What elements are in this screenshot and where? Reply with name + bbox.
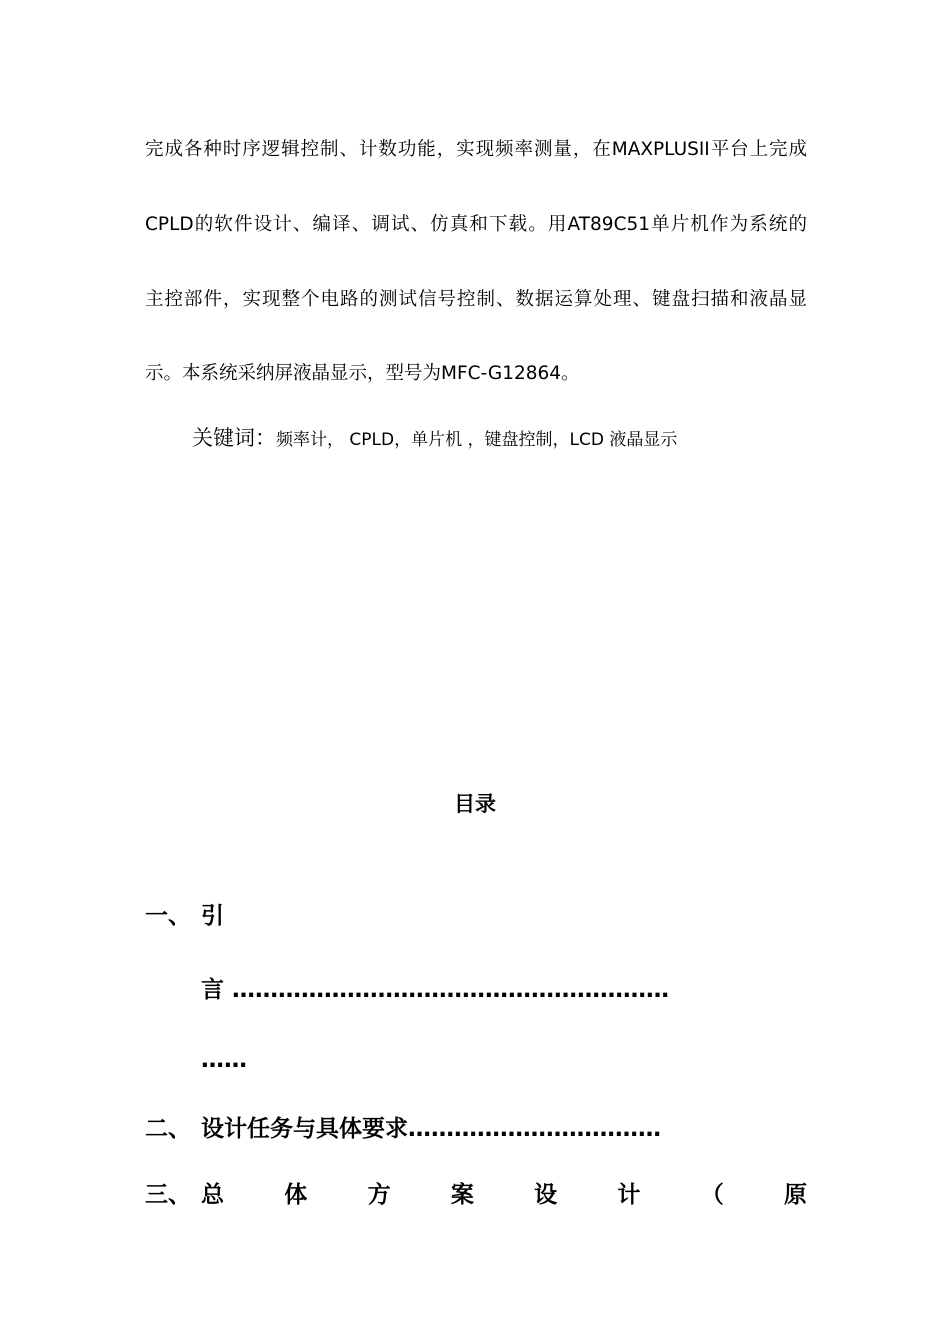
abstract-line-3: 主控部件，实现整个电路的测试信号控制、数据运算处理、键盘扫描和液晶显: [145, 289, 807, 310]
toc-item-3-char: 体: [284, 1182, 308, 1208]
toc-item-1-leader-end: ……: [201, 1047, 247, 1073]
toc-item-3-number: 三、: [145, 1182, 191, 1208]
keywords-label: 关键词：: [192, 426, 276, 450]
toc-item-1-title-start: 引: [201, 903, 224, 929]
toc-item-3-char: 计: [617, 1182, 641, 1208]
abstract-line-4: 示。本系统采纳屏液晶显示，型号为MFC-G12864。: [145, 363, 580, 384]
keywords-value: 频率计， CPLD，单片机 ，键盘控制，LCD 液晶显示: [276, 430, 678, 450]
abstract-line-1: 完成各种时序逻辑控制、计数功能，实现频率测量，在MAXPLUSII平台上完成: [145, 139, 807, 160]
toc-item-3-char: 方: [367, 1182, 391, 1208]
toc-item-3-char: 原: [783, 1182, 807, 1208]
toc-item-3-char: （: [700, 1182, 724, 1208]
toc-title: 目录: [454, 792, 496, 816]
abstract-line-2: CPLD的软件设计、编译、调试、仿真和下载。用AT89C51单片机作为系统的: [145, 214, 807, 235]
toc-item-1-title-leader: 言 …………………………………………………: [201, 977, 670, 1003]
keywords-line: [192, 424, 677, 454]
toc-item-3-char: 设: [534, 1182, 558, 1208]
toc-item-3-title: [201, 1180, 807, 1210]
toc-item-3-char: 案: [450, 1182, 474, 1208]
toc-item-2-number: 二、: [145, 1116, 191, 1142]
toc-item-3-char: 总: [201, 1182, 224, 1208]
toc-item-1-number: 一、: [145, 903, 191, 929]
toc-item-2-title: 设计任务与具体要求……………………………: [201, 1116, 661, 1142]
